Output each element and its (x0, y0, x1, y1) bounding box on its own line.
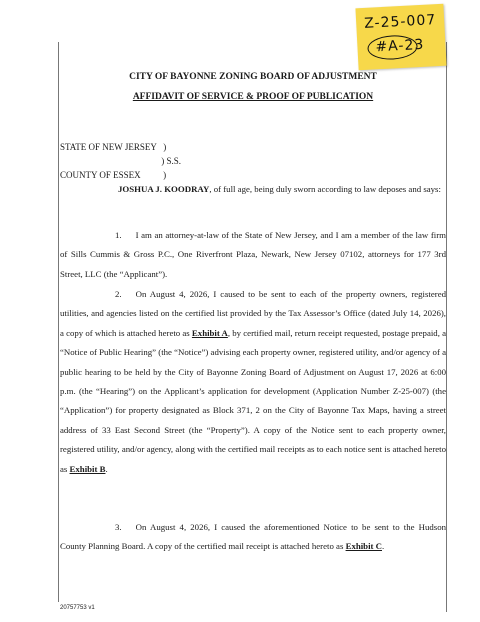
paragraph-3-number: 3. (115, 522, 122, 532)
caption-line-state: STATE OF NEW JERSEY ) (60, 142, 167, 152)
intro-paragraph (60, 180, 446, 199)
paragraph-2-text-c: . (105, 463, 108, 474)
paragraph-1 (60, 226, 446, 284)
paragraph-3 (60, 518, 446, 557)
paragraph-2-text-b: , by certified mail, return receipt requested, postage prepaid, a “Notice of Public Hearing” (the “Notice”) advising each property owner, registered utility, and/or agency of a public hearing to be held by the City of Bayonne Zoning Board of Adjustment on August 17, 2026 at 6:00 p.m. (the “Hearing”) on the Applicant’s application for development (Application Number Z-25-007) (the “Application”) for property designated as Block 371, 2 on the City of Bayonne Tax Maps, having a street address of 33 East Second Street (the “Property”). A copy of the Notice sent to each property owner, registered utility, and/or agency, along with the certified mail receipts as to each notice sent is attached hereto as (60, 327, 446, 474)
paragraph-1-text: I am an attorney-at-law of the State of New Jersey, and I am a member of the law firm of Sills Cummis & Gross P.C., One Riverfront Plaza, Newark, New Jersey 07102, attorneys for 177 3rd Street, LLC (the “Applicant”). (60, 230, 446, 279)
document-id: 20757753 v1 (60, 605, 95, 611)
exhibit-c-reference: Exhibit C (345, 541, 382, 552)
document-title: CITY OF BAYONNE ZONING BOARD OF ADJUSTMENT (129, 72, 377, 82)
exhibit-a-reference: Exhibit A (191, 327, 228, 338)
paragraph-3-text-b: . (382, 541, 385, 552)
sticky-note (355, 4, 446, 71)
paragraph-3-text-a: On August 4, 2026, I caused the aforementioned Notice to be sent to the Hudson County Planning Board. A copy of the certified mail receipt is attached hereto as (60, 522, 446, 552)
affiant-name: JOSHUA J. KOODRAY (118, 184, 210, 194)
caption-line-ss: ) S.S. (60, 156, 182, 166)
paragraph-1-number: 1. (115, 230, 122, 240)
sticky-note-line1: Z-25-007 (363, 12, 437, 32)
exhibit-b-reference: Exhibit B (69, 463, 106, 474)
left-margin-rule (58, 42, 59, 602)
sticky-note-line2: #A-23 (375, 36, 425, 56)
intro-text: , of full age, being duly sworn according to law deposes and says: (209, 184, 441, 194)
paragraph-2 (60, 285, 446, 479)
paragraph-2-text-a: On August 4, 2026, I caused to be sent to each of the property owners, registered utilities, and agencies listed on the certified list provided by the Tax Assessor’s Office (dated July 14, 2026), a copy of which is attached hereto as (60, 289, 446, 338)
right-margin-rule (446, 42, 447, 612)
venue-caption (60, 140, 181, 182)
document-subtitle: AFFIDAVIT OF SERVICE & PROOF OF PUBLICATION (132, 92, 374, 102)
paragraph-2-number: 2. (115, 289, 122, 299)
caption-line-county: COUNTY OF ESSEX ) (60, 170, 167, 180)
